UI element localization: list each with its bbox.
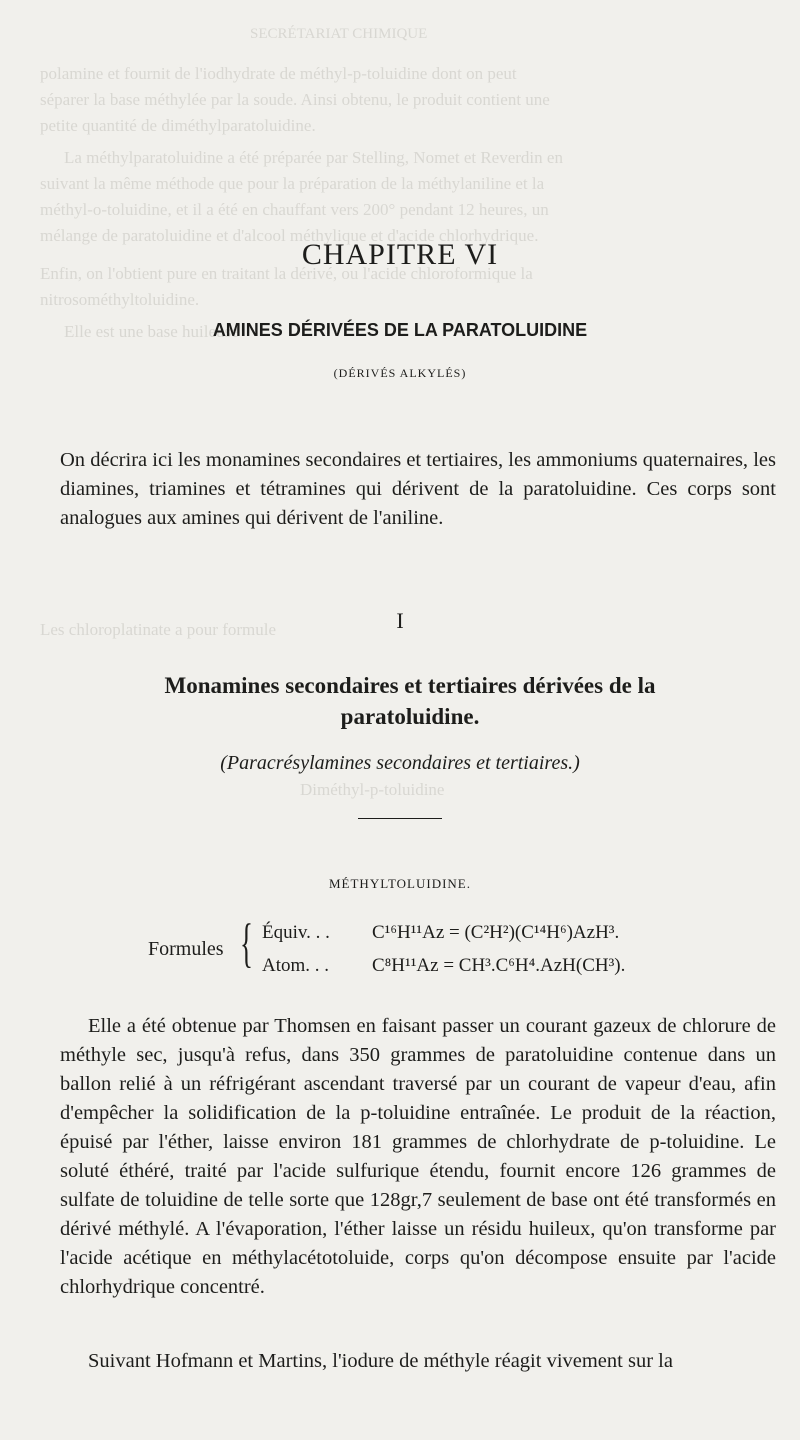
- bleed-through-text: mélange de paratoluidine et d'alcool méthylique et d'acide chlorhydrique.: [40, 226, 539, 245]
- bleed-through-text: La méthylparatoluidine a été préparée par Stelling, Nomet et Reverdin en: [64, 148, 563, 167]
- bleed-through-text: Les chloroplatinate a pour formule: [40, 620, 277, 639]
- equiv-formula-row: [262, 922, 619, 944]
- compound-name: MÉTHYLTOLUIDINE.: [328, 876, 471, 891]
- curly-brace-icon: {: [240, 913, 253, 973]
- formulas-label: Formules: [148, 938, 224, 960]
- section-title: AMINES DÉRIVÉES DE LA PARATOLUIDINE: [212, 320, 588, 340]
- bleed-through-text: suivant la même méthode que pour la préparation de la méthylaniline et la: [40, 174, 545, 193]
- bleed-through-text: SECRÉTARIAT CHIMIQUE: [250, 26, 428, 42]
- atom-label: Atom. . .: [262, 955, 330, 976]
- body-paragraph: Elle a été obtenue par Thomsen en faisant passer un courant gazeux de chlorure de méthyle sec, jusqu'à refus, dans 350 grammes de paratoluidine contenue dans un ballon relié à un réfrigérant ascendant traversé par un courant de vapeur d'eau, afin d'empêcher la solidification de la p-toluidine entraînée. Le produit de la réaction, épuisé par l'éther, laisse environ 181 grammes de chlorhydrate de p-toluidine. Le soluté éthéré, traité par l'acide sulfurique étendu, fournit encore 126 grammes de sulfate de toluidine de telle sorte que 128gr,7 seulement de base ont été transformés en dérivé méthylé. A l'évaporation, l'éther laisse un résidu huileux, qu'on transforme par l'acide acétique en méthylacétotoluide, corps qu'on décompose ensuite par l'acide chlorhydrique concentré.: [60, 1015, 776, 1298]
- equiv-label: Équiv. . .: [262, 922, 330, 943]
- atom-formula-row: [262, 955, 625, 977]
- part-numeral: I: [396, 608, 404, 633]
- bleed-through-text: séparer la base méthylée par la soude. Ainsi obtenu, le produit contient une: [40, 90, 550, 109]
- bleed-through-text: méthyl-o-toluidine, et il a été en chauffant vers 200° pendant 12 heures, un: [40, 200, 549, 219]
- part-heading-line-2: paratoluidine.: [340, 704, 480, 729]
- chapter-title: CHAPITRE VI: [301, 238, 499, 271]
- atom-formula: C⁸H¹¹Az = CH³.C⁶H⁴.AzH(CH³).: [372, 955, 626, 976]
- equiv-formula: C¹⁶H¹¹Az = (C²H²)(C¹⁴H⁶)AzH³.: [372, 922, 620, 943]
- bleed-through-text: Diméthyl-p-toluidine: [300, 780, 445, 799]
- part-heading-line-1: Monamines secondaires et tertiaires dérivées de la: [164, 673, 656, 698]
- bleed-through-text: polamine et fournit de l'iodhydrate de méthyl-p-toluidine dont on peut: [40, 64, 517, 83]
- last-line: Suivant Hofmann et Martins, l'iodure de méthyle réagit vivement sur la: [88, 1350, 673, 1372]
- divider-rule: [358, 818, 442, 819]
- bleed-through-text: petite quantité de diméthylparatoluidine.: [40, 116, 316, 135]
- section-subtitle: (DÉRIVÉS ALKYLÉS): [333, 366, 467, 380]
- bleed-through-text: nitrosométhyltoluidine.: [40, 290, 200, 309]
- intro-paragraph: On décrira ici les monamines secondaires et tertiaires, les ammoniums quaternaires, les diamines, triamines et tétramines qui dérivent de la paratoluidine. Ces corps sont analogues aux amines qui dérivent de l'aniline.: [60, 449, 776, 529]
- bleed-through-text: Elle est une base huileuse: [64, 322, 239, 341]
- bleed-through-text: Enfin, on l'obtient pure en traitant la dérivé, ou l'acide chloroformique la: [40, 264, 533, 283]
- part-italic-subtitle: (Paracrésylamines secondaires et tertiaires.): [220, 752, 580, 774]
